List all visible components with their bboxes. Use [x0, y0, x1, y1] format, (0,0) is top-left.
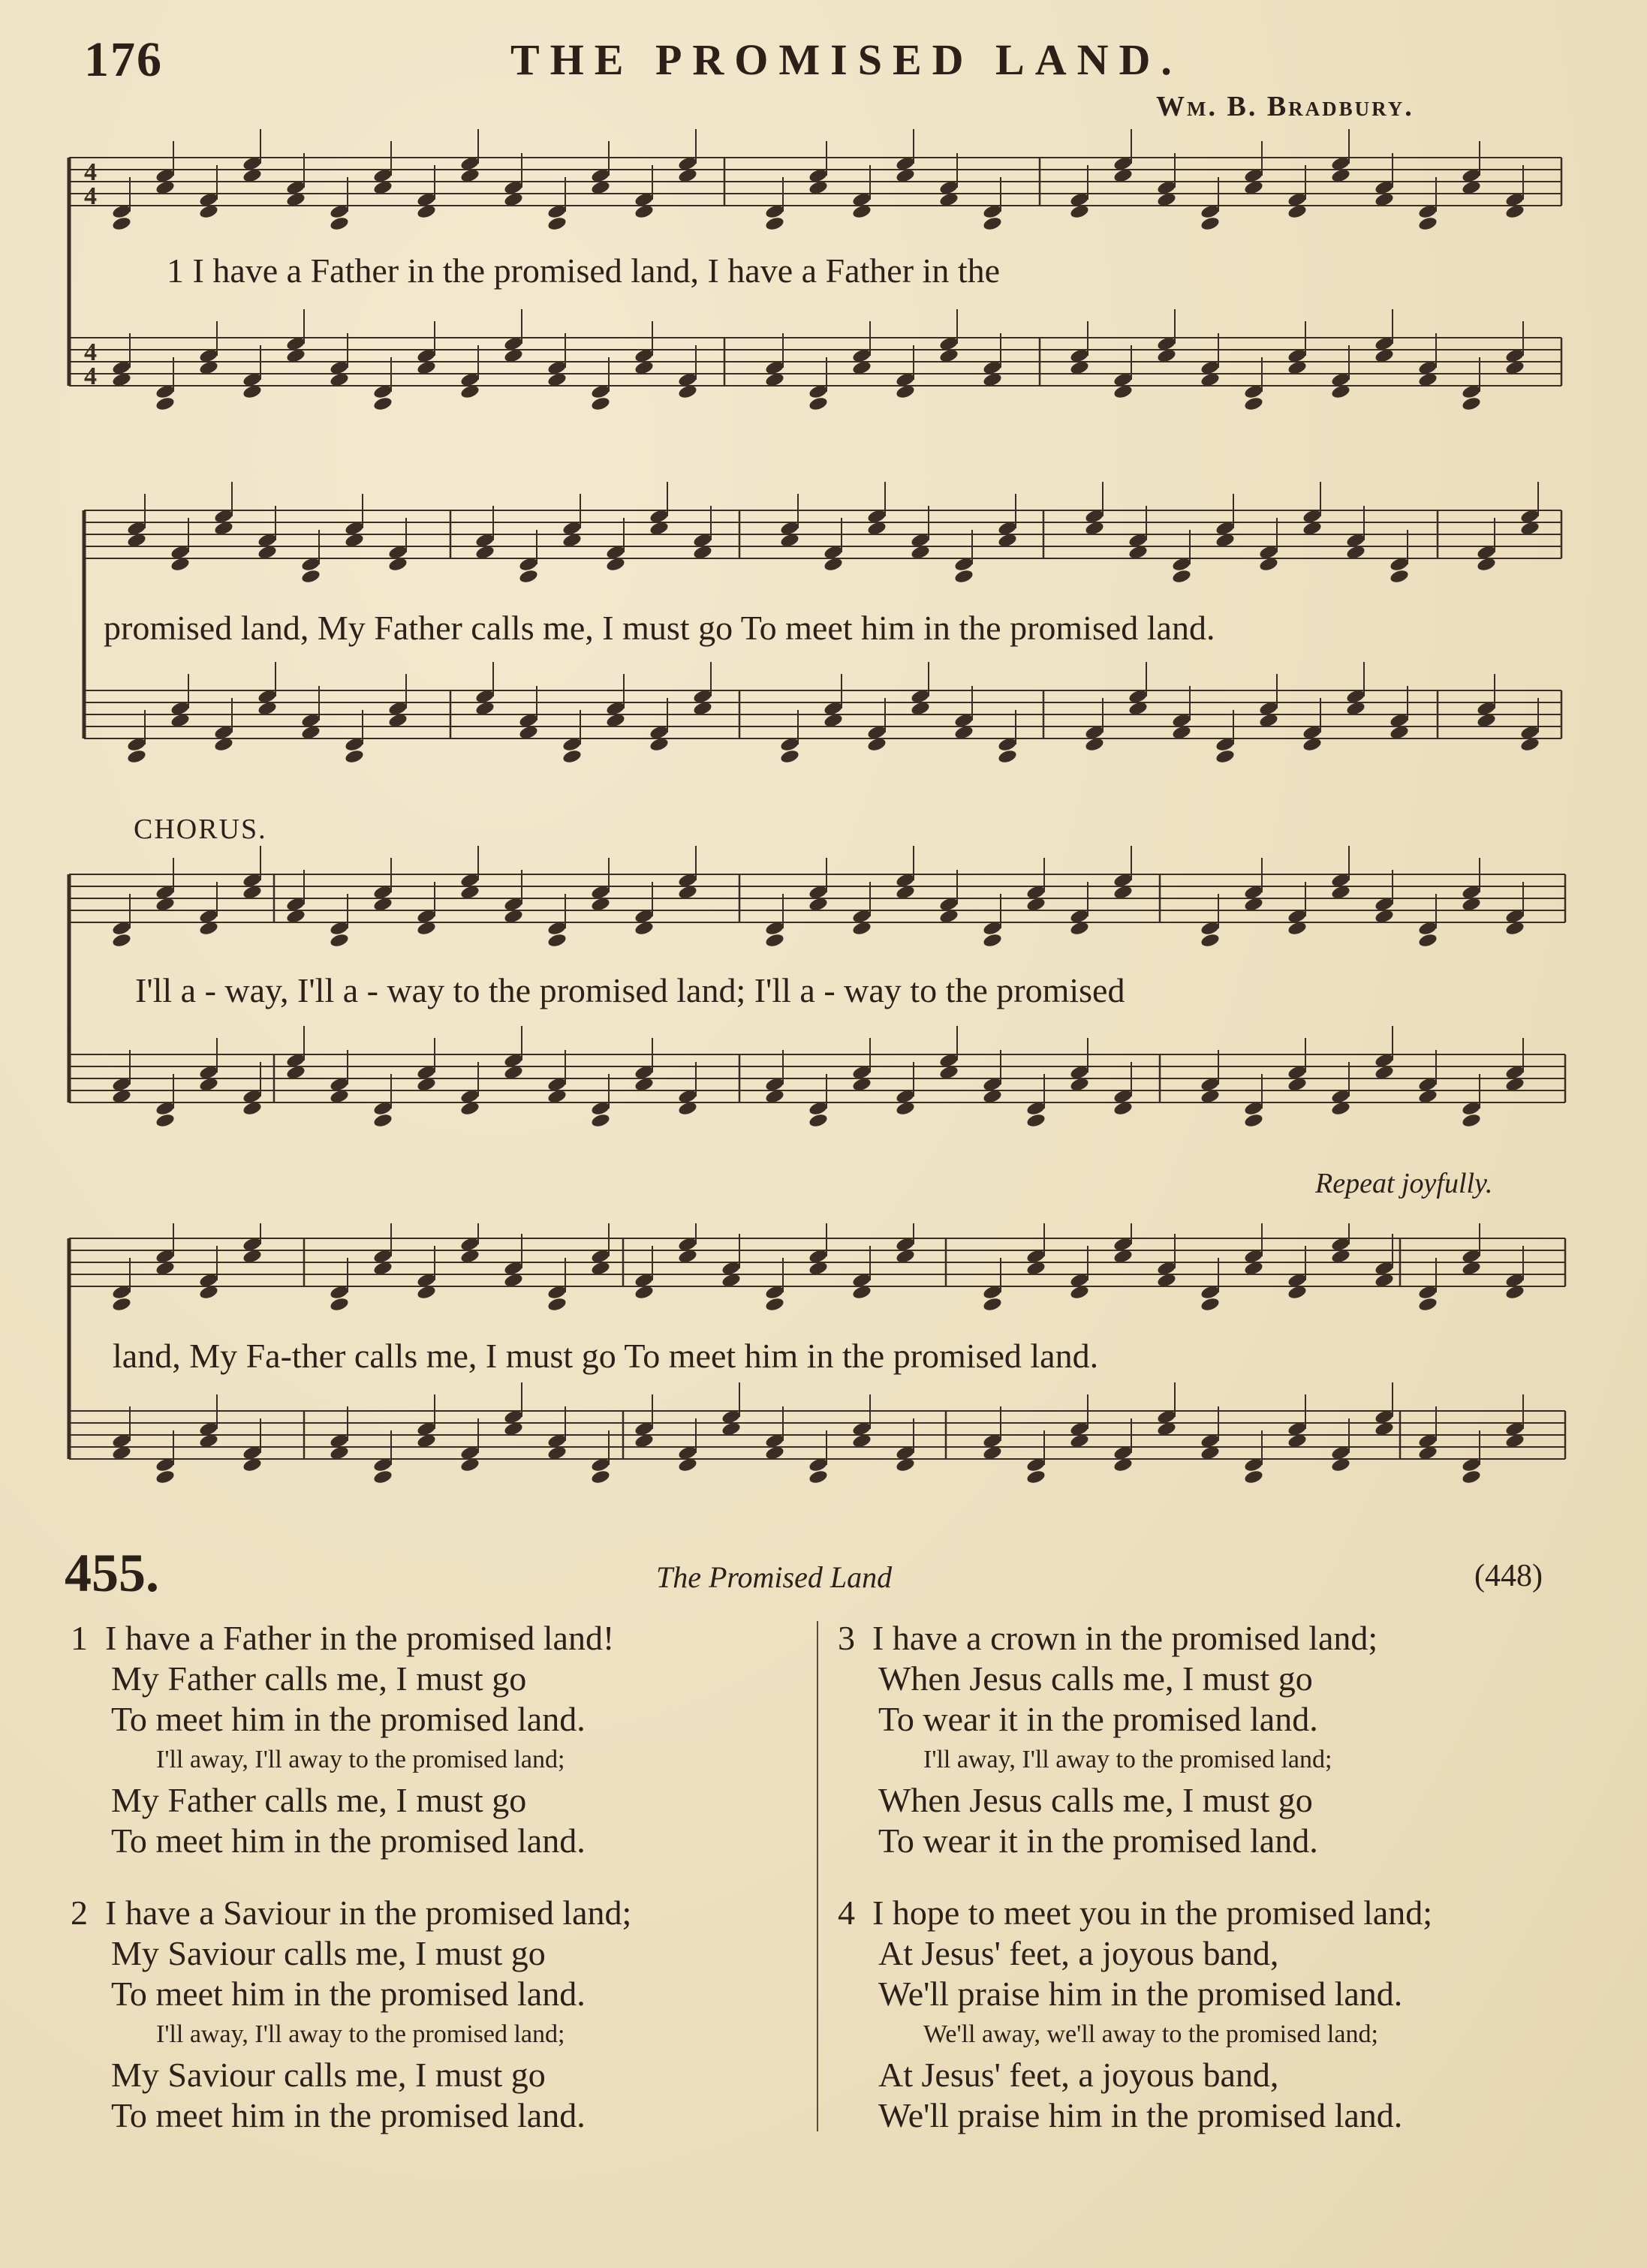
note-head [953, 686, 974, 741]
note-head [546, 1258, 567, 1313]
note-head [518, 686, 538, 741]
note-head [474, 662, 495, 717]
lyrics-line-3: I'll a - way, I'll a - way to the promised land; I'll a - way to the promised [135, 971, 1125, 1009]
note-head [387, 674, 408, 729]
note-head [1504, 1394, 1525, 1449]
note-head [1113, 846, 1133, 901]
lyrics-line-4: land, My Fa-ther calls me, I must go To meet him in the promised land. [113, 1337, 1099, 1375]
note-head [329, 1050, 349, 1105]
note-head [1113, 1062, 1133, 1117]
note-head [329, 1258, 349, 1313]
note-head [895, 1062, 915, 1117]
note-head [605, 674, 625, 729]
note-head [634, 165, 654, 220]
note-head [213, 482, 233, 537]
note-head [851, 882, 872, 937]
note-head [590, 858, 610, 913]
note-head [1374, 1234, 1394, 1289]
note-head [1330, 345, 1350, 400]
note-head [170, 518, 190, 573]
note-head [808, 858, 828, 913]
note-head [372, 1430, 393, 1485]
note-head [155, 1430, 175, 1485]
stanza-line: My Father calls me, I must go [111, 1659, 527, 1698]
note-head [764, 333, 784, 388]
column-divider [817, 1621, 818, 2131]
note-head [285, 153, 306, 208]
note-head [851, 321, 872, 376]
stanza-refrain-line: We'll away, we'll away to the promised land; [923, 2020, 1378, 2048]
stanza-1 [72, 1618, 614, 1861]
note-head [1069, 1394, 1089, 1449]
note-head [111, 1406, 131, 1461]
note-head [677, 1223, 697, 1265]
note-head [198, 1394, 218, 1449]
note-head [808, 1074, 828, 1129]
note-head [634, 1246, 654, 1301]
stanza-4 [839, 1893, 1432, 2136]
note-head [1113, 129, 1133, 184]
note-head [1330, 1223, 1350, 1265]
note-head [1200, 177, 1220, 232]
note-head [1504, 321, 1525, 376]
note-head [851, 1246, 872, 1301]
note-head [1243, 858, 1263, 913]
note-head [155, 858, 175, 913]
note-head [1417, 333, 1438, 388]
note-head [1374, 1382, 1394, 1437]
note-head [764, 894, 784, 949]
note-head [329, 894, 349, 949]
note-head [546, 1050, 567, 1105]
note-head [938, 153, 959, 208]
note-head [242, 1062, 262, 1117]
note-head [198, 321, 218, 376]
note-head [546, 1406, 567, 1461]
note-head [1461, 858, 1481, 913]
note-head [982, 1258, 1002, 1313]
note-head [1417, 1406, 1438, 1461]
note-head [329, 1406, 349, 1461]
note-head [721, 1382, 741, 1437]
note-head [372, 858, 393, 913]
note-head [329, 177, 349, 232]
note-head [677, 1418, 697, 1473]
time-signature: 4 [84, 338, 97, 366]
note-head [1243, 357, 1263, 412]
note-head [1302, 482, 1322, 537]
stanza-line: My Father calls me, I must go [111, 1781, 527, 1819]
note-head [764, 1258, 784, 1313]
treble-staff [84, 510, 1561, 558]
note-head [938, 309, 959, 364]
note-head [1069, 882, 1089, 937]
note-head [634, 1038, 654, 1093]
music-system-1 [0, 128, 1647, 413]
note-head [503, 1234, 523, 1289]
note-head [1417, 1050, 1438, 1105]
stanza-3 [839, 1618, 1378, 1861]
note-head [387, 518, 408, 573]
note-head [1156, 309, 1176, 364]
note-head [416, 165, 436, 220]
lyrics-line-1: 1 I have a Father in the promised land, I have a Father in the [167, 251, 1001, 290]
note-head [1389, 686, 1409, 741]
stanza-line: At Jesus' feet, a joyous band, [878, 2056, 1279, 2094]
lyrics-line-2: promised land, My Father calls me, I must go To meet him in the promised land. [104, 609, 1215, 647]
note-head [459, 345, 480, 400]
note-head [329, 333, 349, 388]
stanza-line: I have a Saviour in the promised land; [105, 1894, 632, 1932]
note-head [257, 506, 277, 561]
note-head [518, 530, 538, 585]
note-head [677, 846, 697, 901]
chorus-label: CHORUS. [134, 814, 267, 845]
note-head [126, 710, 146, 765]
note-head [910, 662, 930, 717]
note-head [503, 1026, 523, 1081]
page-title: THE PROMISED LAND. [510, 35, 1182, 84]
note-head [300, 686, 321, 741]
note-head [1287, 321, 1307, 376]
note-head [1519, 482, 1540, 537]
note-head [721, 1234, 741, 1289]
stanza-number: 1 [71, 1619, 88, 1657]
note-head [111, 177, 131, 232]
note-head [895, 1418, 915, 1473]
note-head [1243, 1074, 1263, 1129]
note-head [503, 309, 523, 364]
stanza-line: We'll praise him in the promised land. [878, 2096, 1403, 2134]
note-head [459, 1223, 480, 1265]
note-head [198, 165, 218, 220]
note-head [1374, 309, 1394, 364]
stanza-number: 3 [838, 1619, 855, 1657]
note-head [372, 1074, 393, 1129]
note-head [982, 333, 1002, 388]
note-head [242, 1418, 262, 1473]
note-head [1461, 141, 1481, 196]
note-head [1243, 1430, 1263, 1485]
note-head [1156, 1382, 1176, 1437]
note-head [1476, 674, 1496, 729]
note-head [1302, 698, 1322, 753]
note-head [1504, 1038, 1525, 1093]
note-head [1025, 1430, 1046, 1485]
note-head [474, 506, 495, 561]
note-head [1128, 662, 1148, 717]
note-head [285, 870, 306, 925]
note-head [895, 1223, 915, 1265]
note-head [111, 333, 131, 388]
note-head [590, 141, 610, 196]
hymn-title: The Promised Land [656, 1560, 893, 1594]
note-head [1025, 858, 1046, 913]
note-head [1258, 674, 1278, 729]
note-head [562, 710, 582, 765]
note-head [1519, 698, 1540, 753]
note-head [1128, 506, 1148, 561]
note-head [1287, 1394, 1307, 1449]
composer-credit: Wm. B. Bradbury. [1156, 91, 1414, 122]
note-head [1113, 1223, 1133, 1265]
note-head [459, 1418, 480, 1473]
note-head [300, 530, 321, 585]
note-head [895, 846, 915, 901]
note-head [198, 1038, 218, 1093]
note-head [938, 870, 959, 925]
note-head [1156, 153, 1176, 208]
note-head [1171, 530, 1191, 585]
music-system-4 [0, 1223, 1647, 1508]
note-head [242, 846, 262, 901]
stanza-line: When Jesus calls me, I must go [878, 1781, 1313, 1819]
note-head [1287, 1038, 1307, 1093]
note-head [953, 530, 974, 585]
note-head [634, 1394, 654, 1449]
note-head [155, 1074, 175, 1129]
note-head [851, 165, 872, 220]
stanza-line: My Saviour calls me, I must go [111, 1934, 546, 1972]
stanza-refrain-line: I'll away, I'll away to the promised land; [156, 2020, 565, 2048]
note-head [1461, 1074, 1481, 1129]
note-head [155, 141, 175, 196]
note-head [416, 882, 436, 937]
note-head [982, 1406, 1002, 1461]
note-head [779, 494, 799, 549]
note-head [416, 1394, 436, 1449]
note-head [1069, 165, 1089, 220]
note-head [372, 141, 393, 196]
stanza-line: I have a crown in the promised land; [872, 1619, 1378, 1657]
note-head [692, 506, 712, 561]
note-head [126, 494, 146, 549]
note-head [503, 1382, 523, 1437]
stanza-line: To meet him in the promised land. [111, 1975, 586, 2013]
stanza-line: We'll praise him in the promised land. [878, 1975, 1403, 2013]
note-head [111, 1258, 131, 1313]
note-head [649, 482, 669, 537]
note-head [808, 141, 828, 196]
note-head [257, 662, 277, 717]
note-head [764, 1406, 784, 1461]
note-head [634, 882, 654, 937]
stanza-line: When Jesus calls me, I must go [878, 1659, 1313, 1698]
stanza-number: 4 [838, 1894, 855, 1932]
note-head [982, 894, 1002, 949]
note-head [546, 894, 567, 949]
note-head [938, 1026, 959, 1081]
stanza-refrain-line: I'll away, I'll away to the promised land; [156, 1746, 565, 1773]
note-head [823, 518, 843, 573]
note-head [823, 674, 843, 729]
note-head [634, 321, 654, 376]
note-head [1084, 482, 1104, 537]
note-head [982, 1050, 1002, 1105]
note-head [1417, 177, 1438, 232]
note-head [764, 177, 784, 232]
note-head [1330, 1062, 1350, 1117]
page-number: 176 [84, 32, 163, 87]
note-head [851, 1394, 872, 1449]
note-head [1215, 710, 1235, 765]
note-head [285, 309, 306, 364]
time-signature: 4 [84, 362, 97, 390]
note-head [1200, 1050, 1220, 1105]
stanza-line: To meet him in the promised land. [111, 2096, 586, 2134]
note-head [1113, 1418, 1133, 1473]
note-head [198, 882, 218, 937]
note-head [285, 1026, 306, 1081]
note-head [155, 357, 175, 412]
note-head [1243, 141, 1263, 196]
repeat-instruction: Repeat joyfully. [1315, 1168, 1493, 1199]
stanza-2 [72, 1893, 631, 2136]
note-head [242, 1223, 262, 1265]
note-head [459, 846, 480, 901]
note-head [1069, 321, 1089, 376]
note-head [590, 1430, 610, 1485]
note-head [344, 494, 364, 549]
note-head [808, 1430, 828, 1485]
note-head [503, 153, 523, 208]
time-signature: 4 [84, 158, 97, 186]
note-head [866, 698, 887, 753]
note-head [1200, 894, 1220, 949]
music-system-3 [0, 844, 1647, 1129]
music-system-2 [0, 480, 1647, 766]
note-head [1504, 882, 1525, 937]
hymn-number: 455. [65, 1543, 159, 1603]
note-head [459, 1062, 480, 1117]
note-head [170, 674, 190, 729]
note-head [1200, 1406, 1220, 1461]
note-head [1417, 894, 1438, 949]
note-head [1200, 333, 1220, 388]
note-head [910, 506, 930, 561]
note-head [1258, 518, 1278, 573]
note-head [1417, 1258, 1438, 1313]
note-head [1476, 518, 1496, 573]
note-head [1025, 1074, 1046, 1129]
note-head [1156, 1234, 1176, 1289]
note-head [1287, 882, 1307, 937]
note-head [242, 129, 262, 184]
note-head [1330, 129, 1350, 184]
note-head [997, 494, 1017, 549]
note-head [590, 1074, 610, 1129]
note-head [1345, 662, 1365, 717]
note-head [1504, 1246, 1525, 1301]
note-head [677, 1062, 697, 1117]
time-signature: 4 [84, 182, 97, 210]
stanza-line: To wear it in the promised land. [878, 1821, 1318, 1860]
stanza-line: To meet him in the promised land. [111, 1700, 586, 1738]
note-head [1287, 1246, 1307, 1301]
note-head [649, 698, 669, 753]
note-head [1345, 506, 1365, 561]
note-head [111, 894, 131, 949]
stanza-line: I have a Father in the promised land! [105, 1619, 615, 1657]
note-head [111, 1050, 131, 1105]
note-head [1504, 165, 1525, 220]
note-head [503, 870, 523, 925]
note-head [213, 698, 233, 753]
hymn-reference: (448) [1474, 1559, 1543, 1593]
note-head [1113, 345, 1133, 400]
stanza-line: I hope to meet you in the promised land; [872, 1894, 1433, 1932]
stanza-line: At Jesus' feet, a joyous band, [878, 1934, 1279, 1972]
note-head [546, 177, 567, 232]
note-head [764, 1050, 784, 1105]
note-head [562, 494, 582, 549]
stanza-line: To meet him in the promised land. [111, 1821, 586, 1860]
note-head [1215, 494, 1235, 549]
note-head [198, 1246, 218, 1301]
stanza-line: My Saviour calls me, I must go [111, 2056, 546, 2094]
note-head [344, 710, 364, 765]
note-head [982, 177, 1002, 232]
note-head [1069, 1246, 1089, 1301]
note-head [1461, 357, 1481, 412]
note-head [242, 345, 262, 400]
note-head [692, 662, 712, 717]
note-head [605, 518, 625, 573]
note-head [1330, 1418, 1350, 1473]
note-head [416, 321, 436, 376]
note-head [546, 333, 567, 388]
note-head [866, 482, 887, 537]
note-head [1389, 530, 1409, 585]
note-head [1374, 1026, 1394, 1081]
note-head [416, 1038, 436, 1093]
stanza-line: To wear it in the promised land. [878, 1700, 1318, 1738]
note-head [1461, 1430, 1481, 1485]
note-head [1084, 698, 1104, 753]
note-head [895, 129, 915, 184]
note-head [459, 129, 480, 184]
note-head [1069, 1038, 1089, 1093]
stanza-refrain-line: I'll away, I'll away to the promised land; [923, 1746, 1332, 1773]
note-head [1287, 165, 1307, 220]
note-head [416, 1246, 436, 1301]
stanza-number: 2 [71, 1894, 88, 1932]
note-head [677, 345, 697, 400]
note-head [1374, 153, 1394, 208]
note-head [590, 357, 610, 412]
note-head [1200, 1258, 1220, 1313]
note-head [851, 1038, 872, 1093]
note-head [808, 357, 828, 412]
note-head [1171, 686, 1191, 741]
note-head [372, 357, 393, 412]
note-head [677, 129, 697, 184]
note-head [997, 710, 1017, 765]
note-head [1330, 846, 1350, 901]
note-head [779, 710, 799, 765]
note-head [1374, 870, 1394, 925]
note-head [895, 345, 915, 400]
